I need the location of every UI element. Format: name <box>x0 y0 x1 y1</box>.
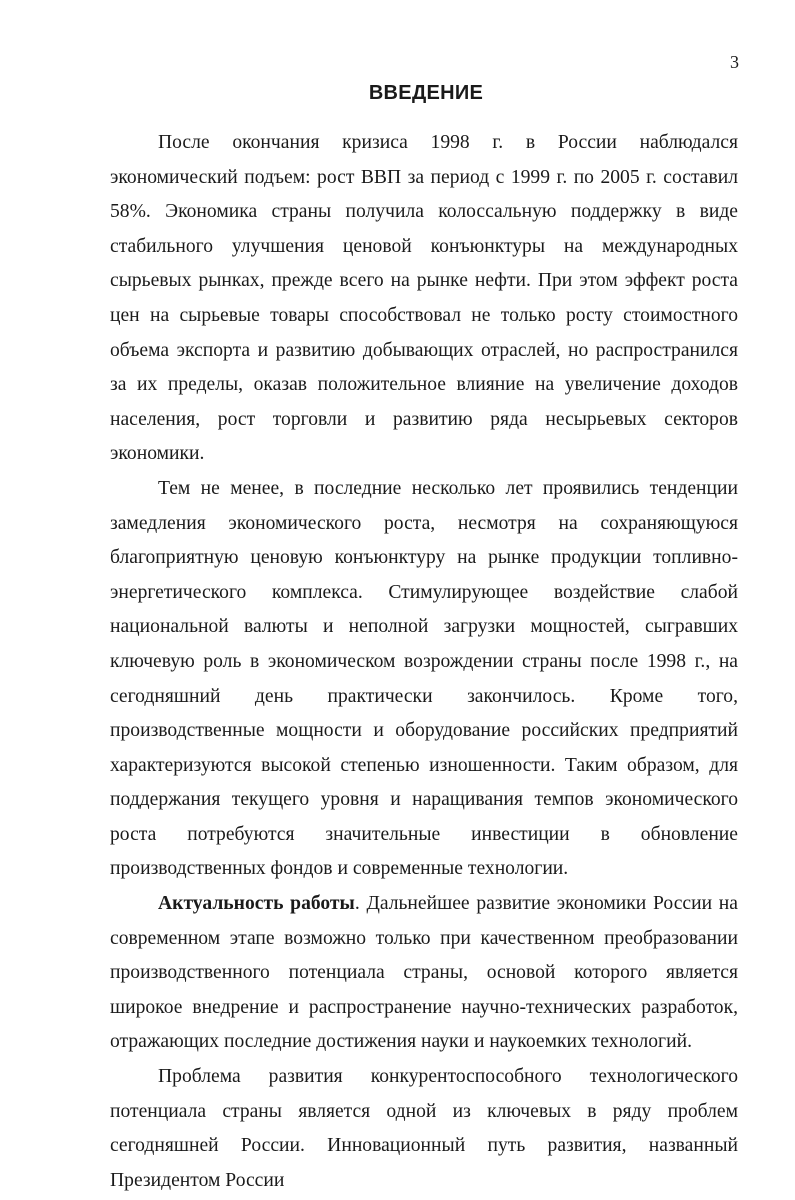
paragraph-text: . Дальнейшее развитие экономики России на современном этапе возможно только при качественном преобразовании производственного потенциала страны, основой которого является широкое внедрение и распространение научно-технических разработок, отражающих последние достижения науки и наукоемких технологий. <box>110 893 738 1053</box>
relevance-lead: Актуальность работы <box>158 893 355 915</box>
paragraph-relevance <box>110 887 738 1060</box>
paragraph-text: Тем не менее, в последние несколько лет проявились тенденции замедления экономического роста, несмотря на сохраняющуюся благоприятную ценовую конъюнктуру на рынке продукции топливно-энергетического комплекса. Стимулирующее воздействие слабой национальной валюты и неполной загрузки мощностей, сыгравших ключевую роль в экономическом возрождении страны после 1998 г., на сегодняшний день практически закончилось. Кроме того, производственные мощности и оборудование российских предприятий характеризуются высокой степенью изношенности. Таким образом, для поддержания текущего уровня и наращивания темпов экономического роста потребуются значительные инвестиции в обновление производственных фондов и современные технологии. <box>110 477 738 880</box>
page-number: 3 <box>730 52 739 72</box>
document-body <box>110 126 738 1198</box>
paragraph-text: Проблема развития конкурентоспособного технологического потенциала страны является одной из ключевых в ряду проблем сегодняшней России. Инновационный путь развития, названный Президентом России <box>110 1066 738 1191</box>
paragraph-technological-potential <box>110 1060 738 1198</box>
section-heading: ВВЕДЕНИЕ <box>368 82 484 104</box>
paragraph-crisis-recovery <box>110 126 738 472</box>
paragraph-growth-slowdown <box>110 472 738 887</box>
paragraph-text: После окончания кризиса 1998 г. в России наблюдался экономический подъем: рост ВВП за период с 1999 г. по 2005 г. составил 58%. Экономика страны получила колоссальную поддержку в виде стабильного улучшения ценовой конъюнктуры на международных сырьевых рынках, прежде всего на рынке нефти. При этом эффект роста цен на сырьевые товары способствовал не только росту стоимостного объема экспорта и развитию добывающих отраслей, но распространился за их пределы, оказав положительное влияние на увеличение доходов населения, рост торговли и развитию ряда несырьевых секторов экономики. <box>110 132 738 465</box>
